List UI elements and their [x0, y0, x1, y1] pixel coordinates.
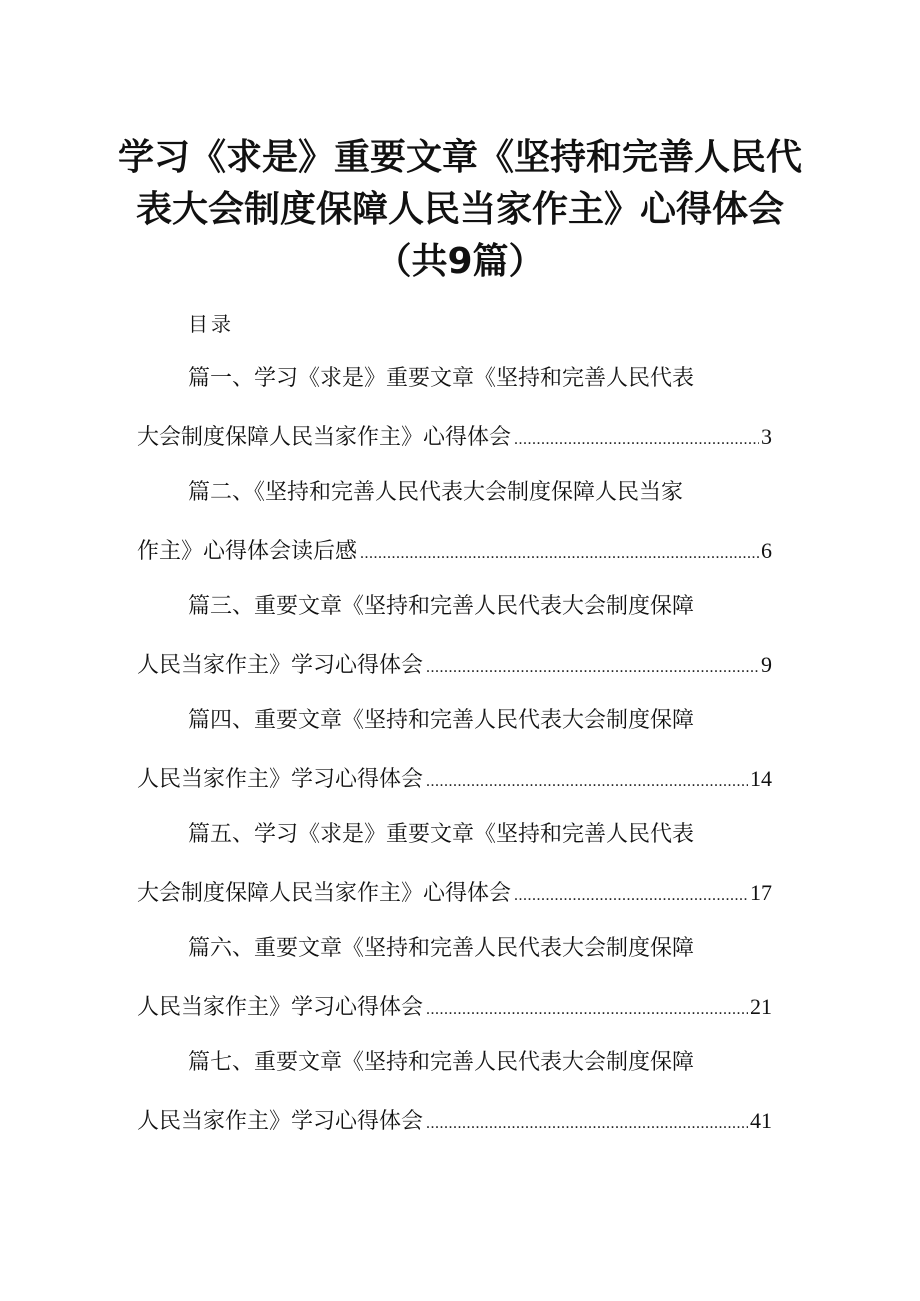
toc-entry-3-continuation[interactable] — [137, 650, 772, 683]
toc-page-number: 21 — [750, 994, 772, 1019]
toc-page-number: 17 — [750, 880, 772, 905]
toc-heading: 目录 — [188, 312, 234, 336]
toc-entry-5-title[interactable]: 篇五、学习《求是》重要文章《坚持和完善人民代表 — [188, 822, 695, 847]
dot-leader — [426, 995, 748, 1025]
dot-leader — [426, 767, 748, 797]
toc-entry-6-continuation[interactable] — [137, 992, 772, 1025]
toc-entry-7-title[interactable]: 篇七、重要文章《坚持和完善人民代表大会制度保障 — [188, 1050, 695, 1075]
dot-leader — [514, 425, 759, 455]
toc-entry-1-continuation[interactable] — [137, 422, 772, 455]
toc-entry-text: 人民当家作主》学习心得体会 — [137, 767, 424, 792]
toc-page-number: 14 — [750, 766, 772, 791]
toc-entry-4-continuation[interactable] — [137, 764, 772, 797]
title-line-3: （共9篇） — [375, 241, 545, 282]
toc-page-number: 6 — [761, 538, 772, 563]
dot-leader — [426, 653, 759, 683]
dot-leader — [360, 539, 759, 569]
toc-page-number: 3 — [761, 424, 772, 449]
toc-entry-text: 人民当家作主》学习心得体会 — [137, 653, 424, 678]
dot-leader — [426, 1109, 748, 1139]
toc-entry-text: 人民当家作主》学习心得体会 — [137, 1109, 424, 1134]
toc-entry-text: 大会制度保障人民当家作主》心得体会 — [137, 881, 512, 906]
toc-entry-2-title[interactable]: 篇二、《坚持和完善人民代表大会制度保障人民当家 — [188, 480, 684, 505]
title-line-2: 表大会制度保障人民当家作主》心得体会 — [135, 189, 784, 230]
toc-entry-3-title[interactable]: 篇三、重要文章《坚持和完善人民代表大会制度保障 — [188, 594, 695, 619]
toc-page-number: 41 — [750, 1108, 772, 1133]
toc-entry-5-continuation[interactable] — [137, 878, 772, 911]
toc-entry-6-title[interactable]: 篇六、重要文章《坚持和完善人民代表大会制度保障 — [188, 936, 695, 961]
toc-entry-2-continuation[interactable] — [137, 536, 772, 569]
toc-entry-text: 人民当家作主》学习心得体会 — [137, 995, 424, 1020]
toc-entry-text: 作主》心得体会读后感 — [137, 539, 358, 564]
toc-page-number: 9 — [761, 652, 772, 677]
toc-entry-4-title[interactable]: 篇四、重要文章《坚持和完善人民代表大会制度保障 — [188, 708, 695, 733]
toc-entry-7-continuation[interactable] — [137, 1106, 772, 1139]
title-line-1: 学习《求是》重要文章《坚持和完善人民代 — [117, 137, 802, 178]
toc-entry-1-title[interactable]: 篇一、学习《求是》重要文章《坚持和完善人民代表 — [188, 366, 695, 391]
dot-leader — [514, 881, 748, 911]
toc-entry-text: 大会制度保障人民当家作主》心得体会 — [137, 425, 512, 450]
